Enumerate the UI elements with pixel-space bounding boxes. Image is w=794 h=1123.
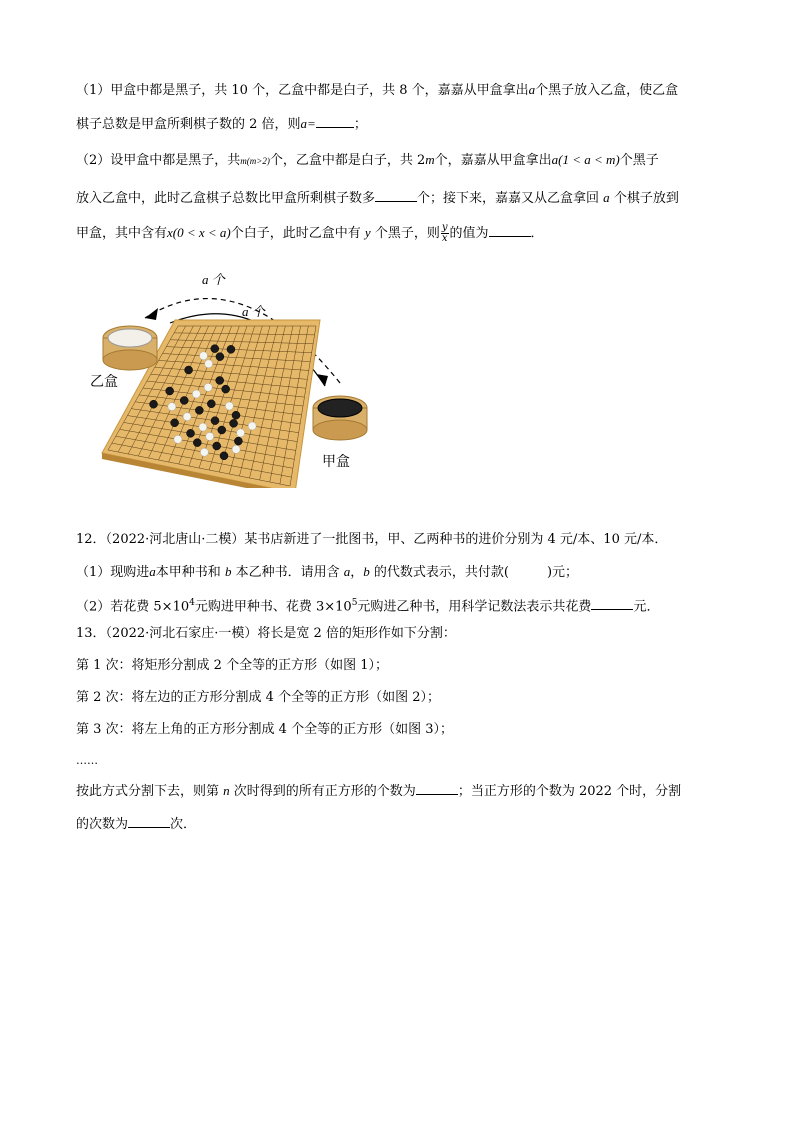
- label-mid-a: a 个: [242, 304, 265, 319]
- box-jia-bottom: [313, 420, 367, 440]
- white-stone: [183, 413, 191, 421]
- go-board-illustration: [90, 268, 390, 488]
- answer-blank[interactable]: [375, 187, 417, 202]
- q12-p1: （1）现购进a本甲种书和 b 本乙种书．请用含 a，b 的代数式表示，共付款( )元；: [76, 564, 579, 580]
- black-stone: [232, 411, 240, 419]
- black-stone: [218, 426, 226, 434]
- white-stones-pile: [108, 329, 152, 347]
- white-stone: [206, 432, 214, 440]
- q13-title: 13．（2022·河北石家庄·一模）将长是宽 2 倍的矩形作如下分割：: [76, 626, 456, 641]
- black-stone: [227, 345, 235, 353]
- black-stone: [220, 452, 228, 460]
- q11-p2-line1: （2）设甲盒中都是黑子，共m(m>2)个，乙盒中都是白子，共 2m个，嘉嘉从甲盒拿出a(1 < a < m)个黑子: [76, 152, 659, 168]
- q13-step1: 第 1 次：将矩形分割成 2 个全等的正方形（如图 1）；: [76, 658, 388, 673]
- black-stone: [216, 376, 224, 384]
- white-stone: [192, 390, 200, 398]
- arrow-head: [145, 308, 158, 320]
- q13-step3: 第 3 次：将左上角的正方形分割成 4 个全等的正方形（如图 3）；: [76, 722, 453, 737]
- black-stone: [193, 439, 201, 447]
- white-stone: [205, 360, 213, 368]
- answer-blank[interactable]: [128, 813, 170, 828]
- black-stone: [180, 396, 188, 404]
- black-stone: [234, 437, 242, 445]
- q11-p1-line1: （1）甲盒中都是黑子，共 10 个，乙盒中都是白子，共 8 个，嘉嘉从甲盒拿出a个黑子放入乙盒，使乙盒: [76, 82, 679, 98]
- white-stone: [204, 383, 212, 391]
- q13-last2: 的次数为 次．: [76, 813, 196, 835]
- black-stones-pile: [318, 399, 362, 417]
- q12-title: 12．（2022·河北唐山·二模）某书店新进了一批图书，甲、乙两种书的进价分别为 4 元/本、10 元/本．: [76, 532, 668, 547]
- box-yi-bottom: [103, 350, 157, 370]
- fraction-y-over-x: $\frac{y}{x}$: [441, 222, 448, 244]
- label-box-yi: 乙盒: [90, 374, 118, 390]
- black-stone: [150, 400, 158, 408]
- black-stone: [211, 345, 219, 353]
- black-stone: [230, 419, 238, 427]
- black-stone: [222, 385, 230, 393]
- white-stone: [200, 448, 208, 456]
- black-stone: [195, 406, 203, 414]
- black-stone: [171, 419, 179, 427]
- white-stone: [199, 423, 207, 431]
- black-stone: [185, 366, 193, 374]
- black-stone: [216, 353, 224, 361]
- black-stone: [166, 387, 174, 395]
- answer-blank[interactable]: [316, 113, 354, 128]
- q11-p1-line2: 棋子总数是甲盒所剩棋子数的 2 倍，则a= ；: [76, 113, 367, 135]
- q13-step2: 第 2 次：将左边的正方形分割成 4 个全等的正方形（如图 2）；: [76, 690, 440, 705]
- label-box-jia: 甲盒: [322, 454, 350, 470]
- q11-p2-line2: 放入乙盒中，此时乙盒棋子总数比甲盒所剩棋子数多 个；接下来，嘉嘉又从乙盒拿回 a 个棋子放到: [76, 187, 679, 209]
- answer-blank[interactable]: [591, 595, 633, 610]
- black-stone: [211, 417, 219, 425]
- white-stone: [248, 422, 256, 430]
- black-stone: [187, 429, 195, 437]
- q11-p2-line3: 甲盒，其中含有x(0 < x < a)个白子，此时乙盒中有 y 个黑子，则 $\frac{y}{x}$ 的值为 ．: [76, 222, 544, 244]
- white-stone: [168, 403, 176, 411]
- arrow-head: [316, 374, 328, 386]
- black-stone: [207, 400, 215, 408]
- white-stone: [237, 429, 245, 437]
- label-top-a: a 个: [202, 272, 225, 287]
- go-board-figure: [90, 268, 390, 492]
- q13-last: 按此方式分割下去，则第 n 次时得到的所有正方形的个数为 ；当正方形的个数为 2022 个时，分割: [76, 780, 681, 802]
- black-stone: [213, 442, 221, 450]
- q12-p2: （2）若花费 $5\times 10^4$元购进甲种书、花费 $3\times 10^5$元购进乙种书，用科学记数法表示共花费 元．: [76, 593, 659, 617]
- white-stone: [174, 435, 182, 443]
- white-stone: [225, 402, 233, 410]
- answer-blank[interactable]: [416, 780, 458, 795]
- q13-ellipsis: ……: [76, 754, 98, 767]
- white-stone: [199, 352, 207, 360]
- answer-blank[interactable]: [489, 222, 531, 237]
- white-stone: [232, 445, 240, 453]
